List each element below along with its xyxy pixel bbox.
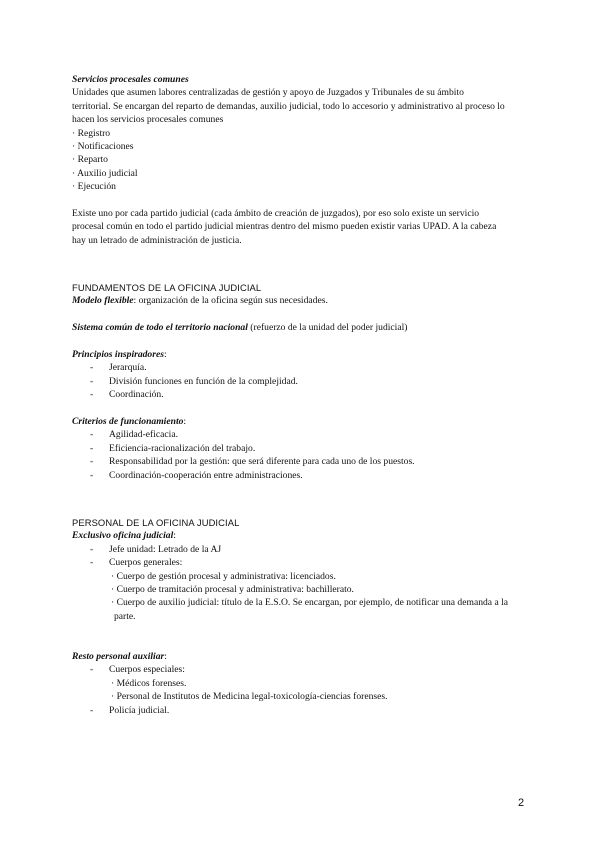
criterio-agilidad: Agilidad-eficacia. (109, 429, 178, 441)
fundamentos-title: FUNDAMENTOS DE LA OFICINA JUDICIAL (72, 282, 262, 294)
servicios-para-line-1: Existe uno por cada partido judicial (cada ámbito de creación de juzgados), por eso solo existe un servicio (72, 208, 480, 220)
servicio-item-registro: · Registro (72, 127, 111, 139)
page-content (72, 73, 532, 717)
servicios-intro-line-3: hacen los servicios procesales comunes (72, 114, 224, 126)
criterio-responsabilidad: Responsabilidad por la gestión: que será diferente para cada uno de los puestos. (109, 456, 415, 468)
criterio-eficiencia: Eficiencia-racionalización del trabajo. (109, 442, 256, 454)
criterio-item (72, 469, 532, 482)
principio-item (72, 361, 532, 374)
personal-item (72, 543, 532, 556)
modelo-flexible-label: Modelo flexible (72, 295, 134, 307)
cuerpos-especiales: Cuerpos especiales: (109, 664, 185, 676)
servicios-title: Servicios procesales comunes (72, 74, 189, 85)
ce-institutos: · Personal de Institutos de Medicina legal-toxicología-ciencias forenses. (111, 691, 388, 703)
principios-heading (72, 348, 532, 361)
policia-judicial: Policía judicial. (109, 704, 170, 716)
exclusivo-heading (72, 529, 532, 542)
principios-colon: : (163, 349, 167, 361)
cg-gestion: · Cuerpo de gestión procesal y administrativa: licenciados. (111, 570, 336, 582)
criterios-colon: : (183, 416, 187, 428)
resto-item (72, 704, 532, 717)
resto-colon: : (164, 650, 167, 662)
principio-division: División funciones en función de la complejidad. (109, 375, 298, 387)
servicio-item-ejecucion: · Ejecución (72, 181, 116, 193)
sistema-comun-label: Sistema común de todo el territorio nacional (72, 322, 248, 334)
dash-bullet: - (90, 429, 94, 441)
servicio-item-notificaciones: · Notificaciones (72, 141, 134, 153)
dash-bullet: - (90, 442, 94, 454)
resto-heading (72, 650, 532, 663)
dash-bullet: - (90, 664, 94, 676)
criterio-item (72, 455, 532, 468)
personal-title: PERSONAL DE LA OFICINA JUDICIAL (72, 516, 240, 528)
dash-bullet: - (90, 456, 94, 468)
dash-bullet: - (90, 362, 94, 374)
principio-item (72, 375, 532, 388)
ce-medicos: · Médicos forenses. (111, 677, 187, 689)
sistema-comun-text: (refuerzo de la unidad del poder judicial) (247, 322, 408, 334)
servicios-intro-line-1: Unidades que asumen labores centralizadas de gestión y apoyo de Juzgados y Tribunales de su ámbito (72, 87, 464, 99)
criterio-item (72, 428, 532, 441)
servicio-item-auxilio: · Auxilio judicial (72, 167, 138, 179)
criterio-coordinacion: Coordinación-cooperación entre administraciones. (109, 469, 303, 481)
principios-label: Principios inspiradores (72, 349, 164, 361)
cg-auxilio-line-2: parte. (114, 610, 136, 622)
exclusivo-label: Exclusivo oficina judicial (72, 530, 174, 542)
principio-coordinacion: Coordinación. (109, 389, 164, 401)
criterios-label: Criterios de funcionamiento (72, 416, 184, 428)
jefe-unidad: Jefe unidad: Letrado de la AJ (109, 543, 222, 555)
modelo-flexible-text: : organización de la oficina según sus necesidades. (133, 295, 328, 307)
resto-item (72, 663, 532, 676)
dash-bullet: - (90, 704, 94, 716)
servicios-para-line-3: hay un letrado de administración de justicia. (72, 234, 242, 246)
cg-tramitacion: · Cuerpo de tramitación procesal y administrativa: bachillerato. (111, 583, 354, 595)
criterio-item (72, 442, 532, 455)
page-number: 2 (518, 797, 525, 809)
cg-auxilio-line-1: · Cuerpo de auxilio judicial: título de la E.S.O. Se encargan, por ejemplo, de notificar una demanda a la (111, 597, 509, 609)
personal-item (72, 556, 532, 569)
sistema-comun-line (72, 321, 532, 334)
dash-bullet: - (90, 469, 94, 481)
cuerpos-generales: Cuerpos generales: (109, 557, 183, 569)
dash-bullet: - (90, 389, 94, 401)
exclusivo-colon: : (173, 530, 176, 542)
servicios-intro-line-2: territorial. Se encargan del reparto de demandas, auxilio judicial, todo lo accesorio y administrativo al proceso lo (72, 100, 505, 112)
dash-bullet: - (90, 375, 94, 387)
principio-jerarquia: Jerarquía. (109, 362, 147, 374)
criterios-heading (72, 415, 532, 428)
dash-bullet: - (90, 543, 94, 555)
dash-bullet: - (90, 557, 94, 569)
modelo-flexible-line (72, 294, 532, 307)
resto-label: Resto personal auxiliar (72, 650, 165, 662)
servicio-item-reparto: · Reparto (72, 154, 108, 166)
principio-item (72, 388, 532, 401)
servicios-para-line-2: procesal común en todo el partido judicial mientras dentro del mismo pueden existir varias UPAD. A la cabeza (72, 221, 497, 233)
